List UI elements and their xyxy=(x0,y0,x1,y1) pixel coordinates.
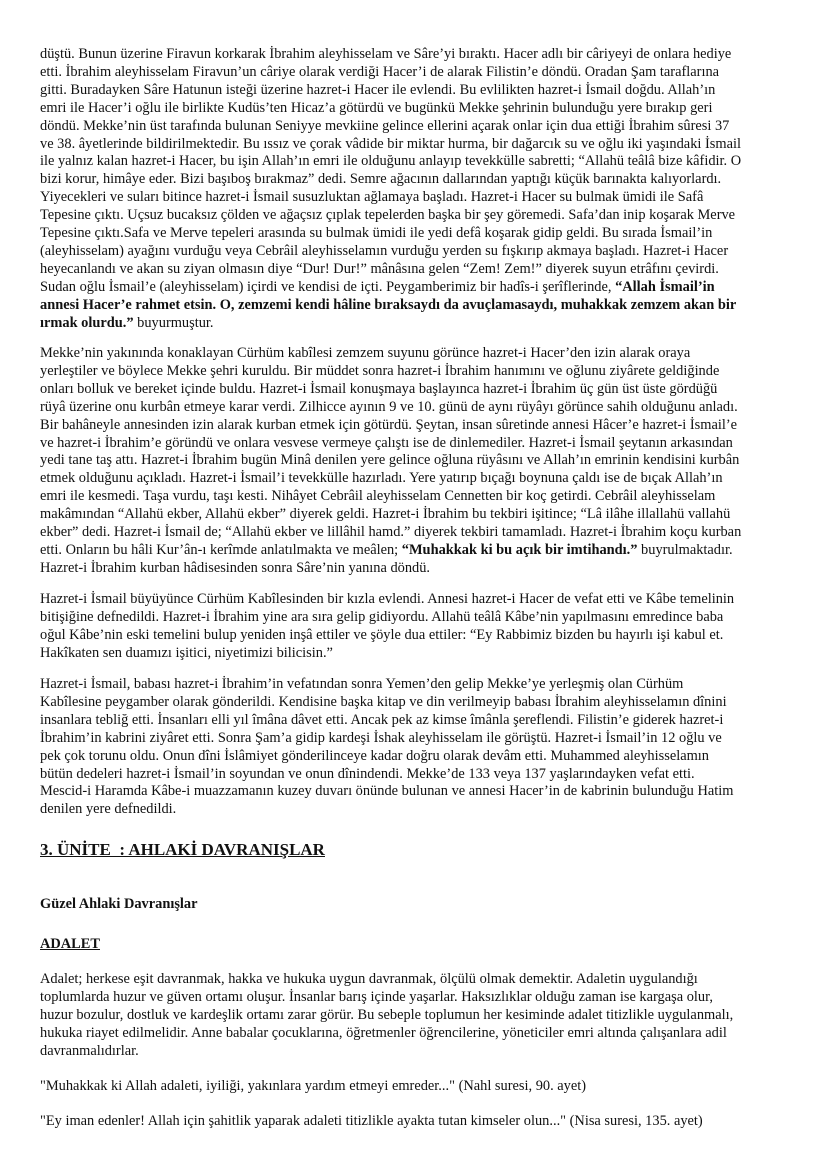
text-line: ekber” dedi. Hazret-i İsmail de; “Allahü ekber ve lillâhil hamd.” diyerek tekbiri tamamladı. Hazret-i İbrahim koçu kurban xyxy=(40,524,742,541)
text-line: etti. İbrahim aleyhisselam Firavun’un câriye olarak verdiği Hacer’i de alarak Filistin’e döndü. Oradan Şam taraflarına xyxy=(40,63,720,80)
text-line: Hazret-i İsmail büyüyünce Cürhüm Kabîlesinden bir kızla evlendi. Annesi hazret-i Hacer de vefat etti ve Kâbe temelinin xyxy=(40,591,735,607)
text-line: Mekke’nin yakınında konaklayan Cürhüm kabîlesi zemzem suyunu görünce hazret-i Hacer’den izin alarak oraya xyxy=(40,345,691,361)
text-line: Tepesine çıktı. Uçsuz bucaksız çölden ve ağaçsız çıplak tepelerden başka bir şey göremedi. Safa’dan inip koşarak Merve xyxy=(40,207,736,224)
text-line: yedi tane taş attı. Hazret-i İbrahim bugün Minâ denilen yere gelince oğluna rüyâsını ve Allah’ın emrinin kendisini kurbân xyxy=(40,452,740,469)
text-line: Hazret-i İbrahim kurban hâdisesinden sonra Sâre’nin yanına döndü. xyxy=(40,559,431,576)
text-line xyxy=(40,297,741,315)
paragraph-adalet xyxy=(40,971,733,1061)
text-line: hukuka riayet edilmelidir. Anne babalar çocuklarına, öğretmenler öğrencilerine, yöneticiler emri altında çalışanlara adil xyxy=(40,1024,727,1041)
bold-quote-text: “Muhakkak ki bu açık bir imtihandı.” xyxy=(401,541,638,558)
bold-quote-text: annesi Hacer’e rahmet etsin. O, zemzemi kendi hâline bıraksaydı da avuçlamasaydı, muhakkak zemzem akan bir xyxy=(40,296,737,313)
text-line: makâmından “Allahü ekber, Allahü ekber” diyerek geldi. Hazret-i İbrahim bu tekbiri işitince; “Lâ ilâhe illallahü vallahü xyxy=(40,506,731,523)
text-line xyxy=(40,279,741,297)
text-segment: buyurmuştur. xyxy=(133,314,214,331)
text-line: Hazret-i İsmail, babası hazret-i İbrahim’in vefatından sonra Yemen’den gelip Mekke’ye yerleşmiş olan Cürhüm xyxy=(40,676,684,692)
text-line: ile yalnız kalan hazret-i Hacer, bu işin Allah’ın emri ile olduğunu anlayıp tevekkülle sabretti; “Allahü teâlâ bize kâfidir. O xyxy=(40,153,742,170)
subheading: Güzel Ahlaki Davranışlar xyxy=(40,896,198,912)
text-line: huzur bozulur, dostluk ve kardeşlik ortamı zarar görür. Bu sebeple toplumun her kesiminde adalet titizlikle uygulanmalı, xyxy=(40,1006,734,1023)
text-segment: Sudan oğlu İsmail’e (aleyhisselam) içirdi ve kendisi de içti. Peygamberimiz bir hadîs-i şerîflerinde, xyxy=(40,278,616,295)
text-line: Hakîkaten sen duamızı işitici, niyetimizi bilicisin.” xyxy=(40,644,333,661)
text-line: bizi korur, himâye eder. Bizi başıboş bırakmaz” dedi. Semre ağacının dallarından yaptığı küçük barınakta kalıyorlardı. xyxy=(40,171,722,188)
text-segment: buyrulmaktadır. xyxy=(637,541,733,558)
paragraph-ismail-peygamber xyxy=(40,676,733,819)
text-line: düştü. Bunun üzerine Firavun korkarak İbrahim aleyhisselam ve Sâre’yi bıraktı. Hacer adlı bir câriyeyi de onlara hediye xyxy=(40,46,732,62)
text-line: Yiyecekleri ve suları bitince hazret-i İsmail susuzluktan ağlamaya başladı. Hazret-i Hacer su bulmak ümidi ile Safâ xyxy=(40,189,704,206)
section-title-adalet: ADALET xyxy=(40,936,100,952)
text-line: insanlara tebliğ etti. İnsanları elli yıl îmâna dâvet etti. Ancak pek az kimse îmânla şereflendi. Filistin’e giderek hazret-i xyxy=(40,711,724,728)
bold-quote-text: “Allah İsmail’in xyxy=(615,278,715,295)
text-line xyxy=(40,315,741,333)
text-line: (aleyhisselam) ayağını vurduğu veya Cebrâil aleyhisselamın vurduğu yerden su fışkırıp akmaya başladı. Hazret-i Hacer xyxy=(40,242,729,259)
text-line: Mescid-i Haramda Kâbe-i muazzamanın kuzey duvarı önünde bulunan ve annesi Hacer’in de kabrinin bulunduğu Hatim xyxy=(40,783,734,800)
text-line: etmek olduğunu açıkladı. Hazret-i İsmail’i tevekkülle hazırladı. Yere yatırıp bıçağı boynuna çaldı ise de bıçak Allah’ın xyxy=(40,470,723,487)
text-line: ve 38. âyetlerinde bildirilmektedir. Bu ıssız ve çorak vâdide bir miktar hurma, bir dağarcık su ve oğlu iki yaşındaki İsmail xyxy=(40,135,741,152)
unit-heading: 3. ÜNİTE : AHLAKİ DAVRANIŞLAR xyxy=(40,840,325,859)
text-line: İbrahim’in kabrini ziyâret etti. Sonra Şam’a gidip kardeşi İshak aleyhisselam ile görüştü. Hazret-i İsmail’in 12 oğlu ve xyxy=(40,729,722,746)
text-line: onları bolluk ve bereket içinde buldu. Hazret-i İsmail konuşmaya başlayınca hazret-i İbrahim üç gün üst üste gördüğü xyxy=(40,380,718,397)
text-line: toplumlarda huzur ve güven ortamı oluşur. İnsanlar barış içinde yaşarlar. Haksızlıklar olduğu zaman ise kargaşa olur, xyxy=(40,988,713,1005)
text-line: rüyâ üzerine onu kurbân etmeye karar verdi. Zilhicce ayının 9 ve 10. günü de aynı rüyâyı görünce sahih olduğunu anladı. xyxy=(40,398,738,415)
text-line: gitti. Buradayken Sâre Hatunun isteği üzerine hazret-i Hacer ile evlendi. Bu evlilikten hazret-i İsmail doğdu. Allah’ın xyxy=(40,81,716,98)
text-line: bütün dedeleri hazret-i İsmail’in soyundan ve onun dînindendi. Mekke’de 133 veya 137 yaşlarındayken vefat etti. xyxy=(40,765,695,782)
text-line: pek çok torunu oldu. Onun dîni İslâmiyet gönderilinceye kadar doğru olarak devâm etti. Muhammed aleyhisselamın xyxy=(40,747,709,764)
text-line: bitişiğine defnedildi. Hazret-i İbrahim yine ara sıra gelip gidiyordu. Allahü teâlâ Kâbe’nin yapılmasını emredince baba xyxy=(40,608,724,625)
text-line: denilen yere defnedildi. xyxy=(40,801,177,818)
text-line: döndü. Mekke’nin üst tarafında bulunan Seniyye mevkiine gelince ellerini açarak onlar için dua ettiği İbrahim sûresi 37 xyxy=(40,117,730,134)
text-line: davranmalıdırlar. xyxy=(40,1042,139,1059)
text-line: Adalet; herkese eşit davranmak, hakka ve hukuka uygun davranmak, ölçülü olmak demektir. Adaletin uygulandığı xyxy=(40,971,698,987)
text-line: oğul Kâbe’nin eski temelini bulup yeniden inşâ ettiler ve şöyle dua ettiler: “Ey Rabbimiz bizden bu hayırlı işi kabul et. xyxy=(40,626,724,643)
text-line: Bir bahâneyle annesinden izin alarak kurban etmek için götürdü. Şeytan, insan sûretinde annesi Hâcer’e hazret-i İsmail’e xyxy=(40,416,738,433)
text-segment: etti. Onların bu hâli Kur’ân-ı kerîmde anlatılmakta ve meâlen; xyxy=(40,541,402,558)
text-line: heyecanlandı ve akan su ziyan olmasın diye “Dur! Dur!” mânâsına gelen “Zem! Zem!” diyerek suyun etrâfını çevirdi. xyxy=(40,260,719,277)
bold-quote-text: ırmak olurdu.” xyxy=(40,314,134,331)
text-line: yerleştiler ve böylece Mekke şehri kuruldu. Bir müddet sonra hazret-i İbrahim hanımını ve oğlunu ziyârete geldiğinde xyxy=(40,362,720,379)
text-line xyxy=(40,542,741,560)
text-line: ve hazret-i İbrahim’e göründü ve onlara vesvese vermeye çalıştı ise de dinlemediler. Hazret-i İsmail şeytanın arkasından xyxy=(40,434,733,451)
quote-nahl: "Muhakkak ki Allah adaleti, iyiliği, yakınlara yardım etmeyi emreder..." (Nahl suresi, 90. ayet) xyxy=(40,1078,587,1094)
paragraph-kabe xyxy=(40,591,734,663)
paragraph-mekke-kurban xyxy=(40,345,741,578)
text-line: Tepesine çıktı.Safa ve Merve tepeleri arasında su bulmak ümidi ile yedi defâ koşarak gidip geldi. Bu sırada İsmail’in xyxy=(40,225,713,242)
paragraph-ibrahim-hacer xyxy=(40,46,741,333)
text-line: emri ile kesmedi. Taşa vurdu, taşı kesti. Nihâyet Cebrâil aleyhisselam Cennetten bir koç getirdi. Cebrâil aleyhisselam xyxy=(40,488,716,505)
quote-nisa: "Ey iman edenler! Allah için şahitlik yaparak adaleti titizlikle ayakta tutan kimseler olun..." (Nisa suresi, 135. ayet) xyxy=(40,1113,703,1129)
text-line: Kabîlesine peygamber olarak gönderildi. Kendisine başka kitap ve din verilmeyip babası İbrahim aleyhisselamın dînini xyxy=(40,693,727,710)
text-line: emri ile Hacer’i oğlu ile birlikte Kudüs’ten Hicaz’a götürdü ve bugünkü Mekke şehrinin bulunduğu yere bırakıp geri xyxy=(40,99,713,116)
